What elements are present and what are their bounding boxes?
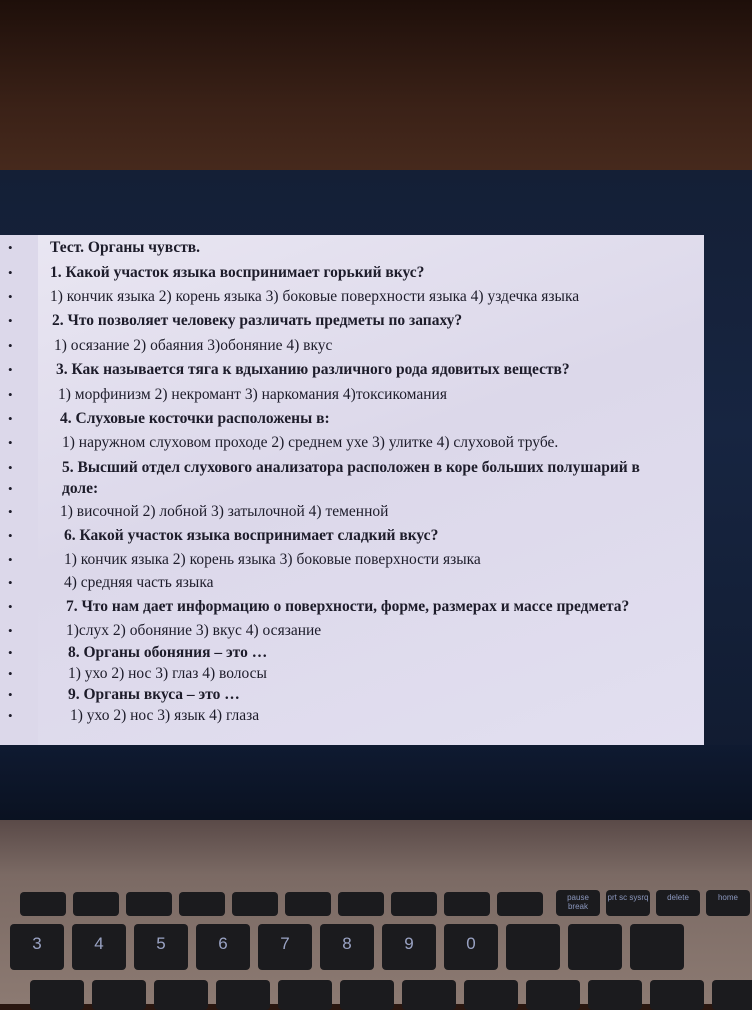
bullet-icon: • bbox=[8, 666, 13, 681]
keyboard-key bbox=[216, 980, 270, 1010]
bullet-icon: • bbox=[8, 645, 13, 660]
number-key bbox=[382, 924, 436, 970]
room-background bbox=[0, 0, 752, 190]
bullet-icon: • bbox=[8, 265, 13, 280]
document-line: 1)слух 2) обоняние 3) вкус 4) осязание bbox=[66, 622, 322, 639]
bullet-icon: • bbox=[8, 504, 13, 519]
key-label: 5 bbox=[156, 934, 166, 953]
document-line: 1) кончик языка 2) корень языка 3) боковые поверхности языка bbox=[64, 551, 481, 568]
function-key bbox=[444, 892, 490, 916]
keyboard-key bbox=[650, 980, 704, 1010]
number-key bbox=[10, 924, 64, 970]
bullet-icon: • bbox=[8, 552, 13, 567]
bullet-icon: • bbox=[8, 460, 13, 475]
key-label: home bbox=[717, 893, 738, 902]
function-key bbox=[232, 892, 278, 916]
document-line: 1) осязание 2) обаяния 3)обоняние 4) вкус bbox=[54, 337, 333, 354]
keyboard-key bbox=[588, 980, 642, 1010]
document-line: 1) ухо 2) нос 3) глаз 4) волосы bbox=[68, 665, 267, 682]
keyboard-key bbox=[556, 890, 600, 916]
function-key bbox=[285, 892, 331, 916]
keyboard-key bbox=[30, 980, 84, 1010]
keyboard-key bbox=[402, 980, 456, 1010]
document-line: 6. Какой участок языка воспринимает сладкий вкус? bbox=[64, 527, 439, 544]
function-key bbox=[338, 892, 384, 916]
bullet-icon: • bbox=[8, 623, 13, 638]
number-key bbox=[320, 924, 374, 970]
bullet-icon: • bbox=[8, 240, 13, 255]
bullet-icon: • bbox=[8, 338, 13, 353]
document-line: доле: bbox=[62, 480, 99, 497]
laptop-keyboard-base bbox=[0, 820, 752, 1004]
bullet-icon: • bbox=[8, 687, 13, 702]
document-line: 4. Слуховые косточки расположены в: bbox=[60, 410, 330, 427]
function-key bbox=[497, 892, 543, 916]
screen-bottom-edge bbox=[0, 745, 752, 825]
number-key bbox=[72, 924, 126, 970]
bullet-icon: • bbox=[8, 289, 13, 304]
document-line: 8. Органы обоняния – это … bbox=[68, 644, 268, 661]
bullet-icon: • bbox=[8, 411, 13, 426]
number-key bbox=[134, 924, 188, 970]
keyboard-key bbox=[340, 980, 394, 1010]
document-line: 2. Что позволяет человеку различать предметы по запаху? bbox=[52, 312, 463, 329]
bullet-column bbox=[0, 235, 38, 747]
key-label: 8 bbox=[342, 934, 352, 953]
document-line: 7. Что нам дает информацию о поверхности, форме, размерах и массе предмета? bbox=[66, 598, 630, 615]
keyboard-key bbox=[568, 924, 622, 970]
document-line: 5. Высший отдел слухового анализатора расположен в коре больших полушарий в bbox=[62, 459, 640, 476]
keyboard-key bbox=[712, 980, 752, 1010]
document-line: 1) кончик языка 2) корень языка 3) боковые поверхности языка 4) уздечка языка bbox=[50, 288, 580, 305]
document-line: 1) височной 2) лобной 3) затылочной 4) теменной bbox=[60, 503, 389, 520]
key-label: 9 bbox=[404, 934, 414, 953]
number-key bbox=[196, 924, 250, 970]
keyboard-key bbox=[706, 890, 750, 916]
key-label: 6 bbox=[218, 934, 228, 953]
key-label: 7 bbox=[280, 934, 290, 953]
number-key bbox=[258, 924, 312, 970]
document-line: 4) средняя часть языка bbox=[64, 574, 214, 591]
document-line: 1) ухо 2) нос 3) язык 4) глаза bbox=[70, 707, 260, 724]
key-label: 4 bbox=[94, 934, 104, 953]
function-key bbox=[126, 892, 172, 916]
function-key bbox=[391, 892, 437, 916]
key-label: 0 bbox=[466, 934, 476, 953]
bullet-icon: • bbox=[8, 313, 13, 328]
document-line: 9. Органы вкуса – это … bbox=[68, 686, 240, 703]
function-key bbox=[73, 892, 119, 916]
document-line: 1. Какой участок языка воспринимает горький вкус? bbox=[50, 264, 425, 281]
function-key bbox=[179, 892, 225, 916]
document-line: 3. Как называется тяга к вдыханию различного рода ядовитых веществ? bbox=[56, 361, 570, 378]
number-key bbox=[444, 924, 498, 970]
bullet-icon: • bbox=[8, 435, 13, 450]
keyboard-key bbox=[656, 890, 700, 916]
keyboard-key bbox=[278, 980, 332, 1010]
bullet-icon: • bbox=[8, 599, 13, 614]
bullet-icon: • bbox=[8, 528, 13, 543]
key-label: prt sc sysrq bbox=[607, 893, 649, 902]
document-line: Тест. Органы чувств. bbox=[50, 239, 201, 256]
bullet-icon: • bbox=[8, 481, 13, 496]
keyboard-key bbox=[506, 924, 560, 970]
bullet-icon: • bbox=[8, 575, 13, 590]
function-key bbox=[20, 892, 66, 916]
keyboard-key bbox=[154, 980, 208, 1010]
bullet-icon: • bbox=[8, 387, 13, 402]
keyboard-key bbox=[464, 980, 518, 1010]
document-page bbox=[38, 235, 704, 747]
document-line: 1) морфинизм 2) некромант 3) наркомания 4)токсикомания bbox=[58, 386, 447, 403]
bullet-icon: • bbox=[8, 362, 13, 377]
keyboard-key bbox=[526, 980, 580, 1010]
bullet-icon: • bbox=[8, 708, 13, 723]
keyboard-key bbox=[606, 890, 650, 916]
key-label: 3 bbox=[32, 934, 42, 953]
key-label: delete bbox=[667, 893, 689, 902]
keyboard-key bbox=[630, 924, 684, 970]
keyboard-key bbox=[92, 980, 146, 1010]
document-line: 1) наружном слуховом проходе 2) среднем ухе 3) улитке 4) слуховой трубе. bbox=[62, 434, 559, 451]
key-label: pause break bbox=[567, 893, 589, 911]
